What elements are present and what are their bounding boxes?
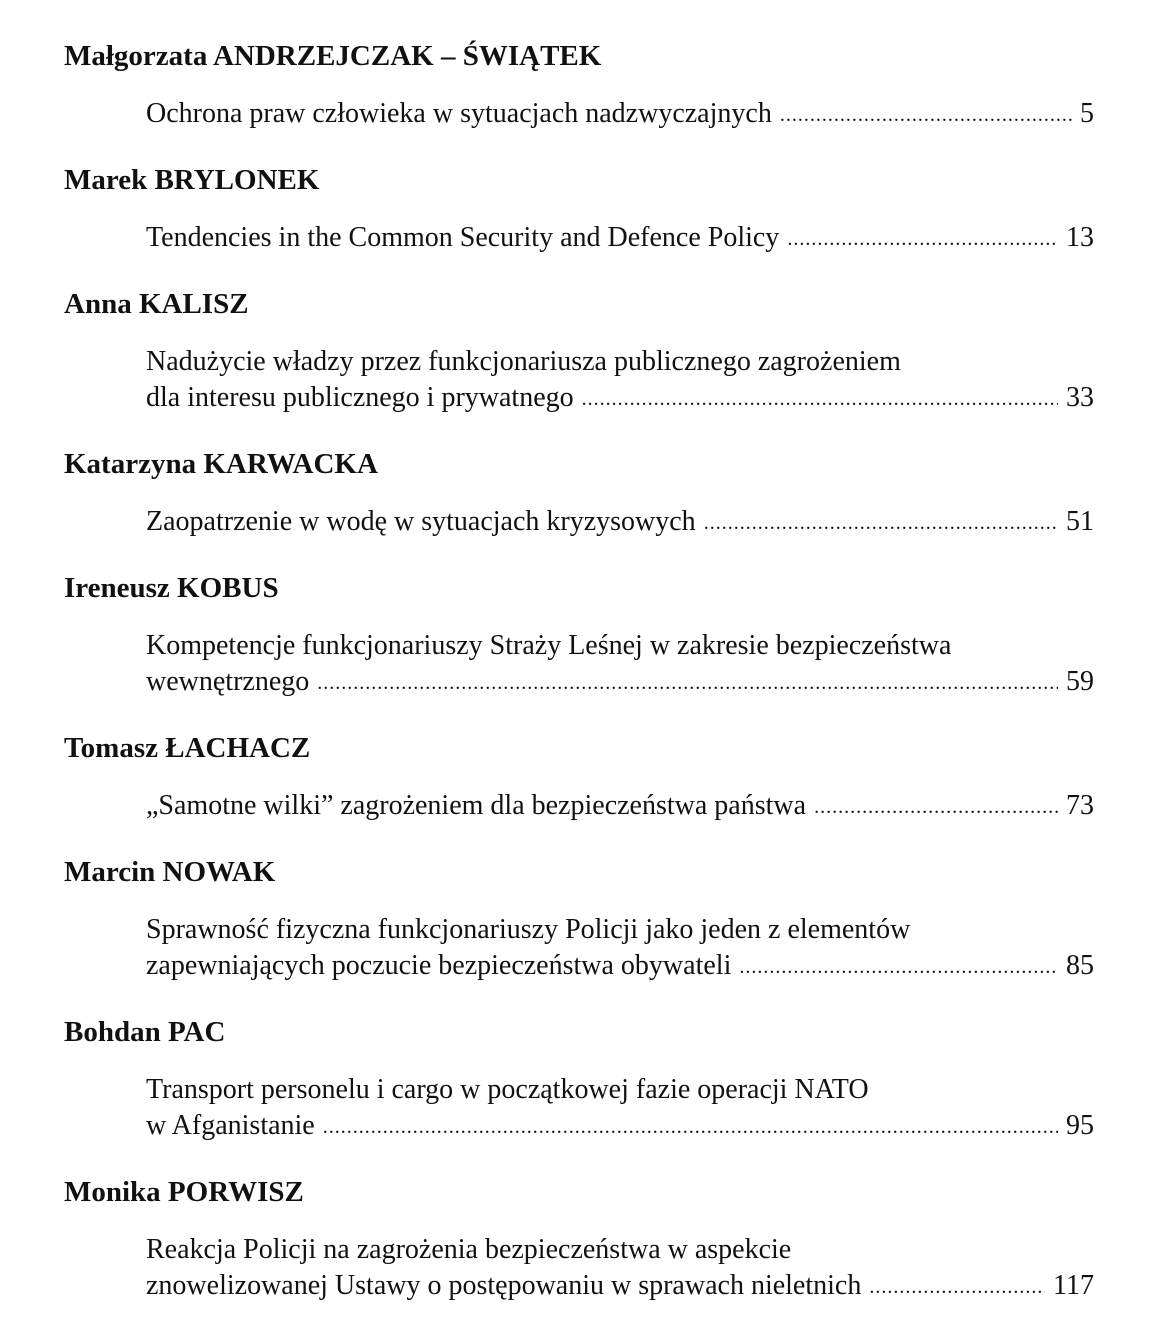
toc-entry	[64, 570, 1094, 700]
dot-leader	[787, 221, 1058, 257]
entry-title-text: wewnętrznego	[146, 666, 310, 697]
entry-author: Marek BRYLONEK	[64, 164, 320, 196]
entry-title-line: Reakcja Policji na zagrożenia bezpieczeństwa w aspekcie	[146, 1234, 792, 1265]
entry-author: Ireneusz KOBUS	[64, 572, 279, 604]
entry-title-line: Kompetencje funkcjonariuszy Straży Leśnej w zakresie bezpieczeństwa	[146, 630, 952, 661]
toc-entry	[64, 1174, 1094, 1304]
entry-title	[146, 788, 1094, 824]
toc-entry	[64, 286, 1094, 416]
entry-title-text: dla interesu publicznego i prywatnego	[146, 382, 574, 413]
table-of-contents	[64, 38, 1094, 1304]
dot-leader	[582, 381, 1058, 417]
entry-title-last-line	[146, 664, 1094, 700]
entry-author: Katarzyna KARWACKA	[64, 448, 378, 480]
entry-title	[146, 220, 1094, 256]
entry-title-last-line	[146, 380, 1094, 416]
entry-title	[146, 628, 1094, 700]
entry-page-number: 95	[1066, 1110, 1094, 1141]
entry-author: Tomasz ŁACHACZ	[64, 732, 311, 764]
entry-title-last-line	[146, 1268, 1094, 1304]
dot-leader	[814, 789, 1058, 825]
entry-title-text: Ochrona praw człowieka w sytuacjach nadzwyczajnych	[146, 98, 772, 129]
entry-title-last-line	[146, 1108, 1094, 1144]
toc-entry	[64, 1014, 1094, 1144]
entry-author: Małgorzata ANDRZEJCZAK – ŚWIĄTEK	[64, 40, 602, 72]
entry-title	[146, 344, 1094, 416]
entry-page-number: 85	[1066, 950, 1094, 981]
entry-title-last-line	[146, 504, 1094, 540]
entry-title	[146, 1072, 1094, 1144]
entry-page-number: 73	[1066, 790, 1094, 821]
entry-page-number: 51	[1066, 506, 1094, 537]
entry-title-last-line	[146, 948, 1094, 984]
entry-title-text: Tendencies in the Common Security and Defence Policy	[146, 222, 780, 253]
entry-page-number: 5	[1080, 98, 1094, 129]
entry-title-text: Zaopatrzenie w wodę w sytuacjach kryzysowych	[146, 506, 696, 537]
dot-leader	[780, 97, 1072, 133]
dot-leader	[704, 505, 1058, 541]
entry-title-last-line	[146, 220, 1094, 256]
entry-title-line: Nadużycie władzy przez funkcjonariusza publicznego zagrożeniem	[146, 346, 901, 377]
entry-title-text: znowelizowanej Ustawy o postępowaniu w sprawach nieletnich	[146, 1270, 862, 1301]
entry-title-line: Transport personelu i cargo w początkowej fazie operacji NATO	[146, 1074, 869, 1105]
entry-page-number: 33	[1066, 382, 1094, 413]
toc-entry	[64, 162, 1094, 256]
entry-title-last-line	[146, 96, 1094, 132]
entry-title	[146, 912, 1094, 984]
entry-page-number: 117	[1053, 1270, 1094, 1301]
entry-page-number: 13	[1066, 222, 1094, 253]
dot-leader	[323, 1109, 1058, 1145]
entry-title-text: zapewniających poczucie bezpieczeństwa obywateli	[146, 950, 732, 981]
entry-author: Monika PORWISZ	[64, 1176, 304, 1208]
dot-leader	[739, 949, 1058, 985]
entry-title	[146, 504, 1094, 540]
entry-title-last-line	[146, 788, 1094, 824]
entry-author: Marcin NOWAK	[64, 856, 276, 888]
toc-entry	[64, 854, 1094, 984]
toc-entry	[64, 38, 1094, 132]
toc-entry	[64, 730, 1094, 824]
entry-author: Bohdan PAC	[64, 1016, 226, 1048]
entry-author: Anna KALISZ	[64, 288, 249, 320]
entry-page-number: 59	[1066, 666, 1094, 697]
dot-leader	[869, 1269, 1045, 1305]
entry-title	[146, 96, 1094, 132]
toc-entry	[64, 446, 1094, 540]
dot-leader	[317, 665, 1058, 701]
entry-title	[146, 1232, 1094, 1304]
entry-title-text: w Afganistanie	[146, 1110, 315, 1141]
entry-title-line: Sprawność fizyczna funkcjonariuszy Policji jako jeden z elementów	[146, 914, 911, 945]
entry-title-text: „Samotne wilki” zagrożeniem dla bezpieczeństwa państwa	[146, 790, 807, 821]
